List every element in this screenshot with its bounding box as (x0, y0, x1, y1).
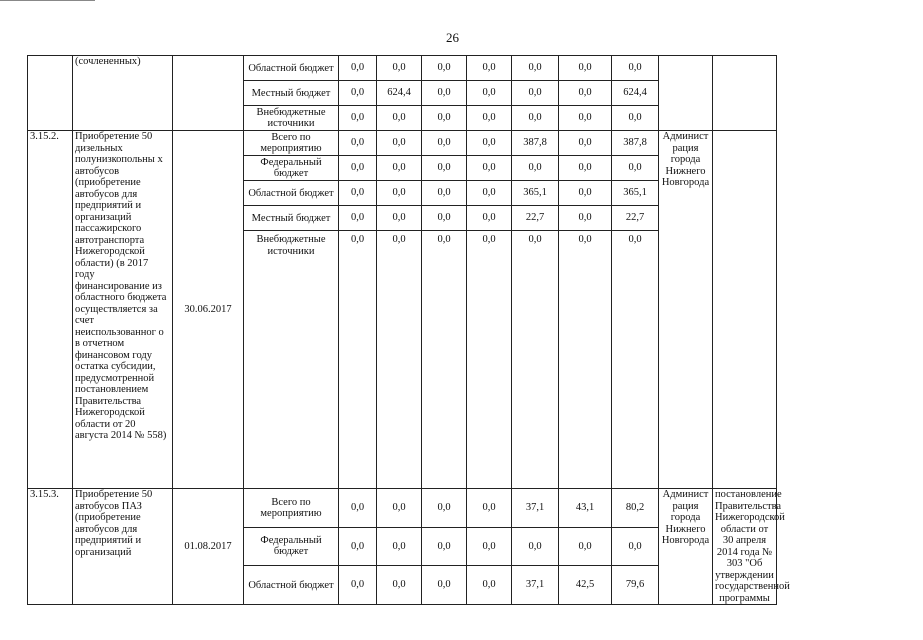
table-row (28, 56, 923, 81)
amount-cell: 0,0 (612, 156, 659, 181)
funding-source: Федеральный бюджет (244, 527, 339, 566)
amount-cell: 0,0 (377, 131, 422, 156)
amount-cell: 0,0 (512, 56, 559, 81)
amount-cell: 0,0 (467, 81, 512, 106)
amount-cell: 0,0 (559, 527, 612, 566)
amount-cell: 387,8 (612, 131, 659, 156)
amount-cell: 0,0 (559, 131, 612, 156)
table-row (28, 489, 923, 528)
amount-cell: 0,0 (422, 106, 467, 131)
amount-cell: 0,0 (339, 156, 377, 181)
amount-cell: 624,4 (377, 81, 422, 106)
item-date: 01.08.2017 (173, 489, 244, 605)
amount-cell: 0,0 (467, 206, 512, 231)
legal-basis (713, 131, 777, 489)
amount-cell: 79,6 (612, 566, 659, 605)
amount-cell: 0,0 (422, 156, 467, 181)
amount-cell: 0,0 (467, 566, 512, 605)
amount-cell: 0,0 (467, 56, 512, 81)
amount-cell: 0,0 (422, 566, 467, 605)
item-code: 3.15.2. (28, 131, 73, 489)
page-edge-line (0, 0, 95, 1)
amount-cell: 0,0 (512, 156, 559, 181)
funding-source: Внебюджетные источники (244, 231, 339, 489)
amount-cell: 43,1 (559, 489, 612, 528)
amount-cell: 0,0 (559, 156, 612, 181)
amount-cell: 0,0 (377, 156, 422, 181)
amount-cell: 0,0 (467, 156, 512, 181)
amount-cell: 0,0 (339, 527, 377, 566)
amount-cell: 624,4 (612, 81, 659, 106)
amount-cell: 0,0 (422, 131, 467, 156)
amount-cell: 0,0 (377, 181, 422, 206)
amount-cell: 0,0 (377, 206, 422, 231)
amount-cell: 37,1 (512, 489, 559, 528)
amount-cell: 0,0 (377, 527, 422, 566)
amount-cell: 0,0 (422, 81, 467, 106)
amount-cell: 0,0 (559, 231, 612, 489)
item-name: Приобретение 50 дизельных полунизкопольны х автобусов (приобретение автобусов для предприятий и организаций пассажирского автотранспорта Нижегородской области) (в 2017 году финансирование из областного бюджета осуществляется за счет неиспользованног о в отчетном финансовом году остатка субсидии, предусмотренной постановлением Правительства Нижегородской области от 20 августа 2014 № 558) (73, 131, 173, 489)
amount-cell: 0,0 (377, 489, 422, 528)
item-code: 3.15.3. (28, 489, 73, 605)
legal-basis (713, 56, 777, 131)
funding-source: Федеральный бюджет (244, 156, 339, 181)
amount-cell: 22,7 (612, 206, 659, 231)
amount-cell: 0,0 (559, 206, 612, 231)
funding-source: Всего по мероприятию (244, 489, 339, 528)
amount-cell: 37,1 (512, 566, 559, 605)
amount-cell: 387,8 (512, 131, 559, 156)
amount-cell: 0,0 (512, 106, 559, 131)
executor (659, 56, 713, 131)
amount-cell: 0,0 (559, 181, 612, 206)
funding-source: Всего по мероприятию (244, 131, 339, 156)
amount-cell: 0,0 (377, 56, 422, 81)
amount-cell: 0,0 (467, 131, 512, 156)
amount-cell: 0,0 (339, 489, 377, 528)
item-name: Приобретение 50 автобусов ПАЗ (приобретение автобусов для предприятий и организаций (73, 489, 173, 605)
amount-cell: 0,0 (512, 81, 559, 106)
funding-source: Областной бюджет (244, 56, 339, 81)
amount-cell: 0,0 (612, 106, 659, 131)
executor: Админист рация города Нижнего Новгорода (659, 131, 713, 489)
amount-cell: 0,0 (339, 131, 377, 156)
amount-cell: 0,0 (339, 56, 377, 81)
amount-cell: 0,0 (559, 81, 612, 106)
item-date: 30.06.2017 (173, 131, 244, 489)
amount-cell: 0,0 (339, 231, 377, 489)
item-code (28, 56, 73, 131)
amount-cell: 0,0 (422, 56, 467, 81)
amount-cell: 42,5 (559, 566, 612, 605)
amount-cell: 0,0 (339, 566, 377, 605)
amount-cell: 365,1 (612, 181, 659, 206)
funding-source: Местный бюджет (244, 81, 339, 106)
amount-cell: 0,0 (559, 56, 612, 81)
amount-cell: 0,0 (612, 231, 659, 489)
amount-cell: 0,0 (512, 231, 559, 489)
amount-cell: 0,0 (339, 81, 377, 106)
amount-cell: 0,0 (612, 56, 659, 81)
item-name: (сочлененных) (73, 56, 173, 131)
amount-cell: 0,0 (422, 181, 467, 206)
amount-cell: 0,0 (422, 489, 467, 528)
amount-cell: 22,7 (512, 206, 559, 231)
amount-cell: 0,0 (612, 527, 659, 566)
funding-source: Внебюджетные источники (244, 106, 339, 131)
amount-cell: 0,0 (559, 106, 612, 131)
amount-cell: 0,0 (339, 206, 377, 231)
amount-cell: 0,0 (422, 527, 467, 566)
amount-cell: 0,0 (422, 231, 467, 489)
amount-cell: 0,0 (467, 527, 512, 566)
legal-basis: постановление Правительства Нижегородской области от 30 апреля 2014 года № 303 "Об утверждении государственной программы (713, 489, 777, 605)
budget-table (27, 55, 923, 605)
amount-cell: 0,0 (339, 106, 377, 131)
page-number: 26 (446, 30, 459, 45)
amount-cell: 0,0 (377, 106, 422, 131)
funding-source: Областной бюджет (244, 566, 339, 605)
amount-cell: 0,0 (512, 527, 559, 566)
item-date (173, 56, 244, 131)
amount-cell: 0,0 (467, 181, 512, 206)
amount-cell: 0,0 (422, 206, 467, 231)
funding-source: Местный бюджет (244, 206, 339, 231)
funding-source: Областной бюджет (244, 181, 339, 206)
amount-cell: 0,0 (377, 566, 422, 605)
amount-cell: 0,0 (377, 231, 422, 489)
amount-cell: 365,1 (512, 181, 559, 206)
amount-cell: 0,0 (467, 489, 512, 528)
table-row (28, 131, 923, 156)
amount-cell: 0,0 (339, 181, 377, 206)
executor: Админист рация города Нижнего Новгорода (659, 489, 713, 605)
amount-cell: 0,0 (467, 231, 512, 489)
amount-cell: 0,0 (467, 106, 512, 131)
amount-cell: 80,2 (612, 489, 659, 528)
